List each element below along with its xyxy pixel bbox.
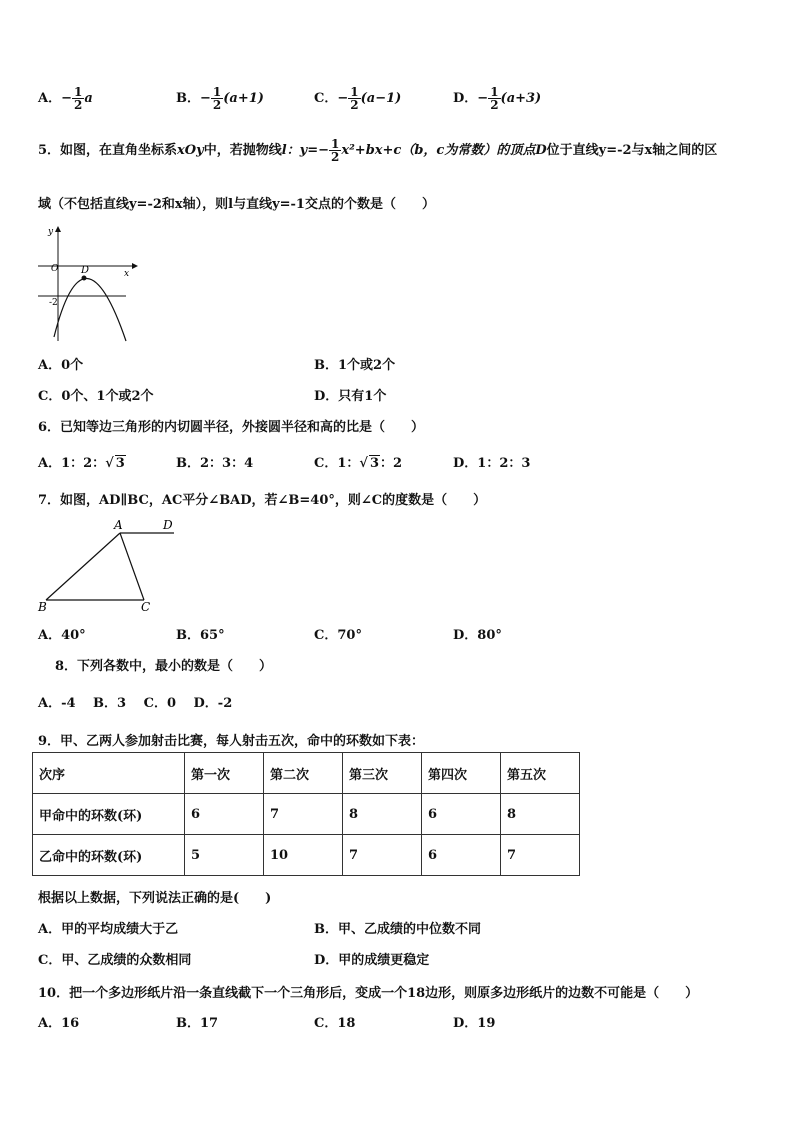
q4-option-a: A．− $\frac{1}{2}$ a (38, 85, 93, 112)
q6-option-a: A．1：2：√ 3 (38, 456, 125, 471)
table-cell: 6 (422, 794, 501, 835)
q9-option-c: C．甲、乙成绩的众数相同 (38, 953, 192, 968)
q9-option-b: B．甲、乙成绩的中位数不同 (314, 922, 481, 937)
q4-option-c: C．− $\frac{1}{2}$ (a−1) (314, 85, 402, 112)
q5-option-b: B．1个或2个 (314, 358, 396, 373)
q8-options: A．-4 B．3 C．0 D．-2 (38, 696, 233, 711)
table-cell: 10 (264, 835, 343, 876)
label-y: y (48, 227, 54, 237)
q5-option-d: D．只有1个 (314, 389, 387, 404)
q9-followup: 根据以上数据，下列说法正确的是( ) (38, 891, 272, 906)
table-cell: 6 (185, 794, 264, 835)
table-header-cell: 第一次 (185, 753, 264, 794)
q5-stem-line1: 5．如图，在直角坐标系xOy中，若抛物线l：y=− $\frac{1}{2}$ x²+bx+c（b，c为常数）的顶点D位于直线y=-2与x轴之间的区 (38, 137, 718, 164)
q7-option-c: C．70° (314, 628, 362, 643)
q7-option-b: B．65° (176, 628, 225, 643)
q5-option-c: C．0个、1个或2个 (38, 389, 154, 404)
table-cell: 7 (264, 794, 343, 835)
label-b: B (38, 600, 47, 614)
q10-option-d: D．19 (453, 1016, 496, 1031)
vertex-point (82, 276, 87, 281)
table-header-row (33, 753, 580, 794)
label-d: D (163, 518, 173, 532)
table-header-cell: 第二次 (264, 753, 343, 794)
q10-option-c: C．18 (314, 1016, 356, 1031)
parabola (54, 278, 126, 341)
table-cell: 7 (343, 835, 422, 876)
table-header-cell: 第三次 (343, 753, 422, 794)
table-cell: 7 (501, 835, 580, 876)
table-cell: 8 (501, 794, 580, 835)
table-cell: 6 (422, 835, 501, 876)
q10-option-b: B．17 (176, 1016, 219, 1031)
label-a: A (114, 518, 123, 532)
q7-option-a: A．40° (38, 628, 86, 643)
q10-option-a: A．16 (38, 1016, 80, 1031)
q6-stem: 6．已知等边三角形的内切圆半径，外接圆半径和高的比是（ ） (38, 420, 425, 435)
segment-ac (120, 533, 144, 600)
q6-option-b: B．2：3：4 (176, 456, 254, 471)
table-header-cell: 第五次 (501, 753, 580, 794)
q8-stem: 8．下列各数中，最小的数是（ ） (55, 659, 273, 674)
y-axis-arrow (55, 226, 61, 232)
table-row (33, 794, 580, 835)
table-cell: 甲命中的环数(环) (33, 794, 185, 835)
q6-option-d: D．1：2：3 (453, 456, 531, 471)
q9-stem: 9．甲、乙两人参加射击比赛，每人射击五次，命中的环数如下表： (38, 734, 425, 749)
q7-triangle-figure (36, 516, 186, 614)
table-cell: 8 (343, 794, 422, 835)
table-cell: 5 (185, 835, 264, 876)
table-header-cell: 第四次 (422, 753, 501, 794)
label-d: D (81, 265, 90, 276)
q9-option-d: D．甲的成绩更稳定 (314, 953, 430, 968)
q10-stem: 10．把一个多边形纸片沿一条直线截下一个三角形后，变成一个18边形，则原多边形纸片的边数不可能是（ ） (38, 986, 699, 1001)
q6-option-c: C．1：√ 3：2 (314, 456, 403, 471)
q7-stem: 7．如图，AD∥BC，AC平分∠BAD，若∠B=40°，则∠C的度数是（ ） (38, 493, 487, 508)
q5-option-a: A．0个 (38, 358, 84, 373)
label-origin: O (51, 264, 59, 274)
label-minus-2: -2 (49, 298, 58, 308)
table-cell: 乙命中的环数(环) (33, 835, 185, 876)
q5-parabola-figure (36, 225, 138, 343)
q5-stem-line2: 域（不包括直线y=-2和x轴），则l与直线y=-1交点的个数是（ ） (38, 197, 435, 212)
q9-option-a: A．甲的平均成绩大于乙 (38, 922, 179, 937)
table-row (33, 835, 580, 876)
score-table (32, 752, 580, 876)
table-header-cell: 次序 (33, 753, 185, 794)
q7-option-d: D．80° (453, 628, 502, 643)
segment-ab (46, 533, 120, 600)
x-axis-arrow (132, 263, 138, 269)
q4-option-b: B．− $\frac{1}{2}$ (a+1) (176, 85, 264, 112)
q4-option-d: D．− $\frac{1}{2}$ (a+3) (453, 85, 542, 112)
label-x: x (124, 269, 130, 279)
label-c: C (141, 600, 151, 614)
